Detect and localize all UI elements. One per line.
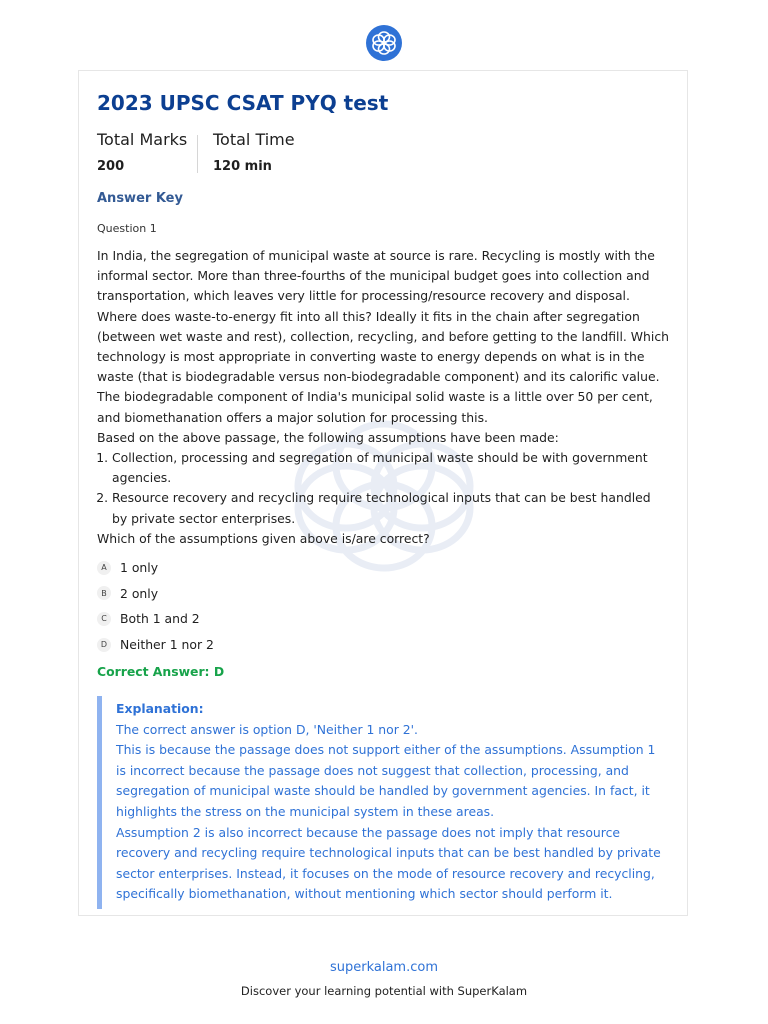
option-letter-badge: B [97,586,111,600]
assumption-intro: Based on the above passage, the following assumptions have been made: [97,429,559,445]
assumption-item: 2. Resource recovery and recycling require technological inputs that can be best handled by private sector enterprises. [112,488,669,528]
option-b[interactable] [97,581,669,607]
total-marks-label: Total Marks [97,130,188,149]
option-text: Neither 1 nor 2 [120,637,214,653]
option-letter-badge: A [97,561,111,575]
answer-key-card [78,70,688,916]
answer-key-heading: Answer Key [97,191,183,206]
total-time-label: Total Time [213,130,295,149]
footer-tagline: Discover your learning potential with SuperKalam [240,984,528,998]
footer-website-link[interactable]: superkalam.com [329,960,438,975]
assumption-item: 1. Collection, processing and segregation of municipal waste should be with government agencies. [112,448,669,488]
option-text: 2 only [120,585,159,601]
question-prompt: Which of the assumptions given above is/are correct? [97,530,430,546]
explanation-paragraph: Assumption 2 is also incorrect because the passage does not imply that resource recovery and recycling require technological inputs that can be best handled by private sector enterprises. Instead, it focuses on the mode of resource recovery and recycling, specifically biomethanation, without mentioning which sector should perform it. [116,824,661,902]
explanation-paragraph: This is because the passage does not support either of the assumptions. Assumption 1 is incorrect because the passage does not suggest that collection, processing, and segregation of municipal waste should be handled by government agencies. In fact, it highlights the stress on the municipal system in these areas. [116,742,656,819]
option-a[interactable] [97,555,669,581]
superkalam-logo-icon [366,25,402,61]
explanation-line: The correct answer is option D, 'Neither 1 nor 2'. [116,721,418,737]
question-number: Question 1 [97,222,157,235]
option-c[interactable] [97,606,669,632]
stat-divider [197,135,198,173]
explanation-heading: Explanation: [116,701,204,716]
question-passage [97,246,669,549]
passage-text: In India, the segregation of municipal waste at source is rare. Recycling is mostly with the informal sector. More than three-fourths of the municipal budget goes into collection and transportation, which leaves very little for processing/resource recovery and disposal. Where does waste-to-energy fit into all this? Ideally it fits in the chain after segregation (between wet waste and rest), collection, recycling, and before getting to the landfill. Which technology is most appropriate in converting waste to energy depends on what is in the waste (that is biodegradable versus non-biodegradable component) and its calorific value. The biodegradable component of India's municipal solid waste is a little over 50 per cent, and biomethanation offers a major solution for processing this. [97,248,669,425]
correct-answer: Correct Answer: D [97,664,225,679]
test-title: 2023 UPSC CSAT PYQ test [97,91,389,115]
explanation-block [97,696,669,909]
total-marks-value: 200 [97,159,125,174]
total-time-value: 120 min [213,159,272,174]
option-text: Both 1 and 2 [120,611,200,627]
option-letter-badge: D [97,638,111,652]
assumption-list [97,448,669,529]
answer-options [97,555,669,657]
option-text: 1 only [120,560,159,576]
option-d[interactable] [97,632,669,658]
option-letter-badge: C [97,612,111,626]
